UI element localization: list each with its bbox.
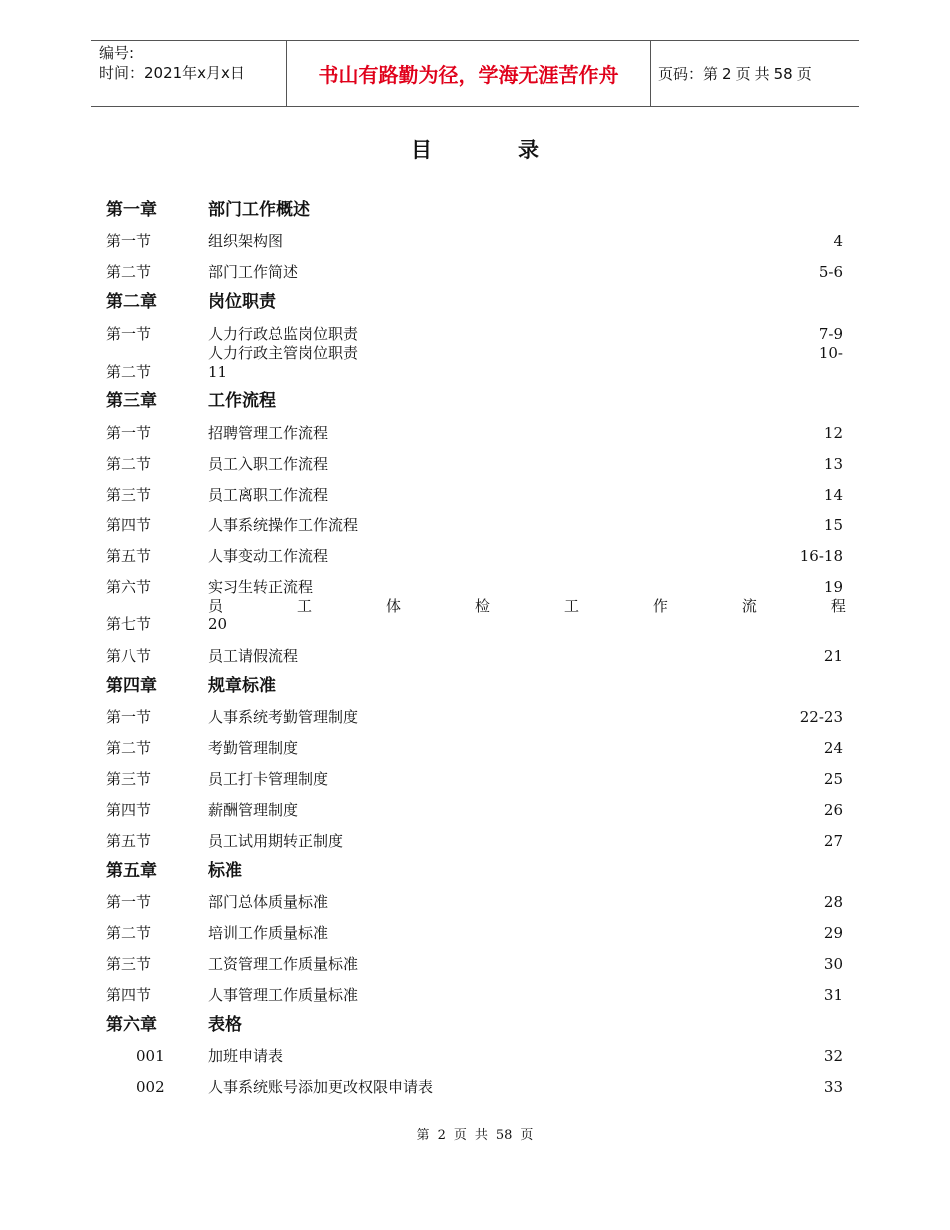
section-label: 第四节: [106, 801, 152, 819]
page-ref: 12: [823, 424, 843, 442]
page-ref: 21: [823, 647, 843, 665]
toc-title: [0, 134, 950, 164]
section-title[interactable]: 薪酬管理制度: [208, 801, 299, 819]
spread-char: 工: [296, 597, 312, 615]
section-label: 第二节: [106, 263, 152, 281]
section-label: 第一节: [106, 424, 152, 442]
page-ref: 29: [823, 924, 843, 942]
toc-row: [0, 985, 950, 1005]
page-footer: [0, 1124, 950, 1143]
toc-row: [0, 831, 950, 851]
section-label: 第一节: [106, 708, 152, 726]
section-label: 第二节: [106, 363, 152, 381]
section-label: 001: [136, 1047, 165, 1065]
chapter-label: 第五章: [106, 861, 157, 881]
serial-label: 编号:: [99, 44, 135, 62]
toc-row: [0, 292, 950, 312]
page-end: 页: [796, 65, 812, 83]
toc-row: [0, 515, 950, 535]
toc-row: [0, 454, 950, 474]
page-ref: 19: [823, 578, 843, 596]
page-ref: 24: [823, 739, 843, 757]
chapter-label: 第四章: [106, 676, 157, 696]
header-page-info: [650, 41, 859, 106]
page-ref: 14: [823, 486, 843, 504]
section-title[interactable]: 部门总体质量标准: [208, 893, 329, 911]
spread-char: 员: [208, 597, 224, 615]
section-title[interactable]: 员工试用期转正制度: [208, 832, 344, 850]
chapter-title[interactable]: 标准: [208, 861, 242, 881]
spread-title: [208, 596, 846, 616]
section-label: 第四节: [106, 516, 152, 534]
section-title[interactable]: 人事系统账号添加更改权限申请表: [208, 1078, 434, 1096]
toc-row: [0, 1015, 950, 1035]
page-ref: 10-: [818, 344, 843, 362]
section-title[interactable]: 组织架构图: [208, 232, 284, 250]
page-header: [91, 40, 859, 107]
section-title[interactable]: 考勤管理制度: [208, 739, 299, 757]
page-ref: 27: [823, 832, 843, 850]
section-title[interactable]: 人事系统操作工作流程: [208, 516, 359, 534]
spread-char: 流: [741, 597, 757, 615]
toc-row: [0, 231, 950, 251]
footer-c: 共: [474, 1128, 488, 1143]
footer-a: 第: [416, 1128, 430, 1143]
toc-row: [0, 577, 950, 597]
section-label: 第八节: [106, 647, 152, 665]
section-label: 第一节: [106, 232, 152, 250]
footer-total: 58: [495, 1128, 513, 1143]
toc-row: [0, 676, 950, 696]
section-label: 第四节: [106, 986, 152, 1004]
chapter-label: 第一章: [106, 200, 157, 220]
section-title[interactable]: 人力行政主管岗位职责: [208, 344, 359, 362]
page-ref: 5-6: [818, 263, 843, 281]
header-motto: 书山有路勤为径，学海无涯苦作舟: [286, 41, 651, 106]
section-label: 第二节: [106, 739, 152, 757]
section-label: 第三节: [106, 770, 152, 788]
section-title[interactable]: 工资管理工作质量标准: [208, 955, 359, 973]
toc-row: [0, 343, 950, 363]
section-label: 002: [136, 1078, 165, 1096]
toc-row: [0, 1077, 950, 1097]
toc-row: [0, 954, 950, 974]
toc-title-b: 录: [518, 138, 539, 162]
section-title[interactable]: 人事管理工作质量标准: [208, 986, 359, 1004]
section-title[interactable]: 员工请假流程: [208, 647, 299, 665]
spread-char: 检: [474, 597, 490, 615]
section-label: 第三节: [106, 955, 152, 973]
header-meta: [91, 41, 286, 106]
footer-b: 页: [453, 1128, 467, 1143]
spread-char: 程: [830, 597, 846, 615]
page-ref: 13: [823, 455, 843, 473]
page-ref: 15: [823, 516, 843, 534]
toc-row: [0, 546, 950, 566]
chapter-title[interactable]: 岗位职责: [208, 292, 276, 312]
section-title[interactable]: 人力行政总监岗位职责: [208, 325, 359, 343]
toc-title-a: 目: [411, 138, 432, 162]
toc-row: [0, 391, 950, 411]
toc-row: [0, 362, 950, 382]
section-label: 第五节: [106, 832, 152, 850]
spread-char: 体: [385, 597, 401, 615]
section-title[interactable]: 实习生转正流程: [208, 578, 314, 596]
page-ref: 30: [823, 955, 843, 973]
section-title[interactable]: 员工离职工作流程: [208, 486, 329, 504]
section-label: 第二节: [106, 455, 152, 473]
toc-row: [0, 707, 950, 727]
page-ref: 22-23: [799, 708, 843, 726]
page-ref: 7-9: [818, 325, 843, 343]
chapter-label: 第二章: [106, 292, 157, 312]
section-label: 第七节: [106, 615, 152, 633]
toc-row: [0, 769, 950, 789]
spread-char: 作: [652, 597, 668, 615]
page-ref: 31: [823, 986, 843, 1004]
toc-row: [0, 800, 950, 820]
section-title[interactable]: 培训工作质量标准: [208, 924, 329, 942]
chapter-title[interactable]: 表格: [208, 1015, 242, 1035]
section-title[interactable]: 11: [208, 363, 228, 381]
toc-row: [0, 485, 950, 505]
page-ref: 32: [823, 1047, 843, 1065]
page-mid: 页: [735, 65, 751, 83]
section-label: 第一节: [106, 325, 152, 343]
page-total-label: 共: [754, 65, 770, 83]
chapter-label: 第三章: [106, 391, 157, 411]
chapter-title[interactable]: 规章标准: [208, 676, 276, 696]
page-number: 2: [722, 64, 732, 83]
time-label: 时间：2021年x月x日: [99, 64, 245, 82]
toc-row: [0, 423, 950, 443]
toc-row: [0, 646, 950, 666]
section-label: 第一节: [106, 893, 152, 911]
section-label: 第二节: [106, 924, 152, 942]
toc-row: [0, 738, 950, 758]
footer-num: 2: [437, 1128, 446, 1143]
section-label: 第五节: [106, 547, 152, 565]
section-title[interactable]: 员工入职工作流程: [208, 455, 329, 473]
toc-row: [0, 200, 950, 220]
page-ref: 25: [823, 770, 843, 788]
page-ref: 28: [823, 893, 843, 911]
page-ref: 26: [823, 801, 843, 819]
toc-row: [0, 892, 950, 912]
section-label: 第六节: [106, 578, 152, 596]
section-title[interactable]: 部门工作简述: [208, 263, 299, 281]
section-title[interactable]: 招聘管理工作流程: [208, 424, 329, 442]
section-title[interactable]: 人事系统考勤管理制度: [208, 708, 359, 726]
page-ref: 4: [833, 232, 843, 250]
spread-char: 工: [563, 597, 579, 615]
toc-row: [0, 324, 950, 344]
page-ref: 16-18: [799, 547, 843, 565]
toc-row: [0, 861, 950, 881]
page-total: 58: [773, 64, 793, 83]
section-title[interactable]: 加班申请表: [208, 1047, 284, 1065]
page-ref: 33: [823, 1078, 843, 1096]
section-label: 第三节: [106, 486, 152, 504]
section-title[interactable]: 员工打卡管理制度: [208, 770, 329, 788]
toc-row: [0, 596, 950, 616]
page-label: 页码：第: [658, 65, 719, 83]
section-title[interactable]: 20: [208, 615, 228, 633]
toc-row: [0, 262, 950, 282]
toc-row: [0, 614, 950, 634]
toc-row: [0, 1046, 950, 1066]
section-title[interactable]: 人事变动工作流程: [208, 547, 329, 565]
chapter-label: 第六章: [106, 1015, 157, 1035]
chapter-title[interactable]: 部门工作概述: [208, 200, 310, 220]
chapter-title[interactable]: 工作流程: [208, 391, 276, 411]
footer-d: 页: [520, 1128, 534, 1143]
toc-row: [0, 923, 950, 943]
